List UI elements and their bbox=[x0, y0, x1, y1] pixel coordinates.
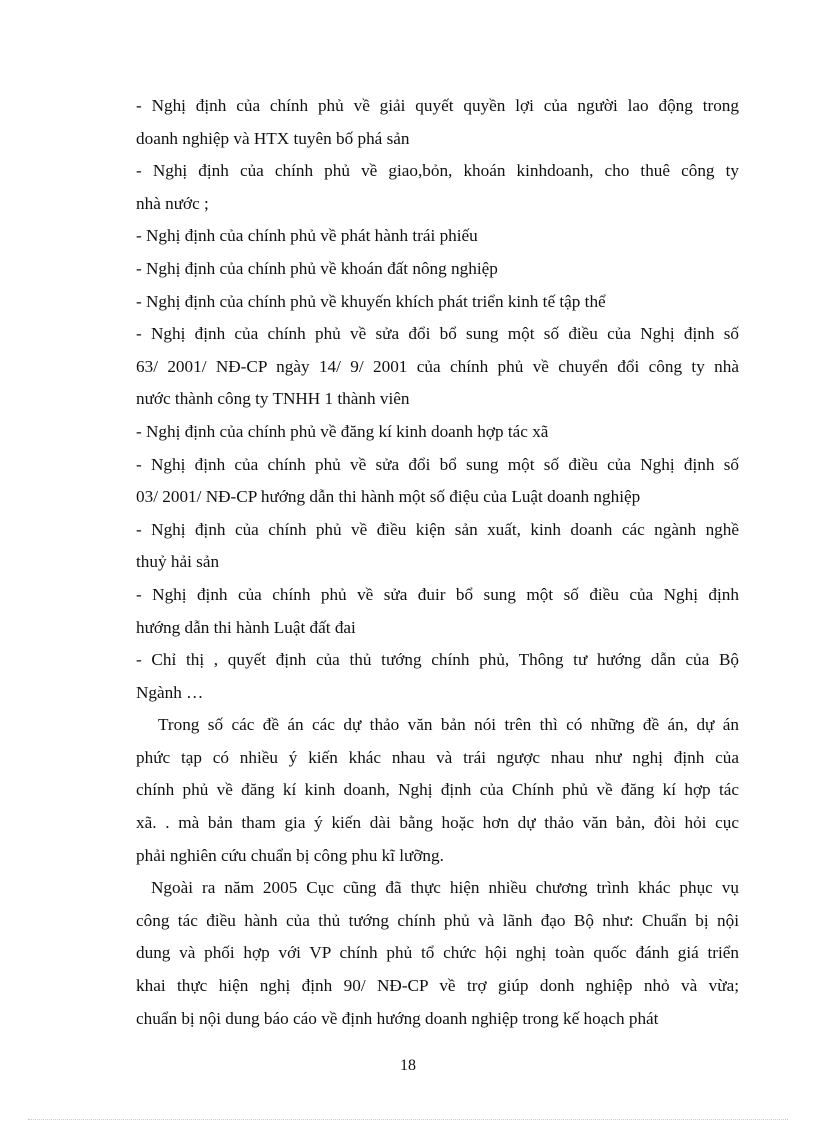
text-line: - Nghị định của chính phủ về điều kiện sản xuất, kinh doanh các ngành nghề bbox=[136, 519, 739, 539]
text-line: 63/ 2001/ NĐ-CP ngày 14/ 9/ 2001 của chính phủ về chuyển đổi công ty nhà bbox=[136, 356, 739, 376]
page-number: 18 bbox=[400, 1057, 416, 1074]
text-line: xã. . mà bản tham gia ý kiến dài bằng hoặc hơn dự thảo văn bản, đòi hỏi cục bbox=[136, 813, 739, 833]
text-line: Trong số các đề án các dự thảo văn bản nói trên thì có những đề án, dự án bbox=[158, 715, 739, 735]
text-line: hướng dẫn thi hành Luật đất đai bbox=[136, 617, 356, 637]
body-text bbox=[136, 90, 739, 1035]
text-line: dung và phối hợp với VP chính phủ tổ chức hội nghị toàn quốc đánh giá triển bbox=[136, 943, 739, 963]
text-line: Ngành … bbox=[136, 682, 204, 702]
text-line: nhà nước ; bbox=[136, 193, 209, 213]
text-line: nước thành công ty TNHH 1 thành viên bbox=[136, 389, 410, 409]
text-line: công tác điều hành của thủ tướng chính phủ và lãnh đạo Bộ như: Chuẩn bị nội bbox=[136, 910, 739, 930]
text-line: 03/ 2001/ NĐ-CP hướng dẫn thi hành một số điệu của Luật doanh nghiệp bbox=[136, 487, 641, 507]
text-line: phức tạp có nhiều ý kiến khác nhau và trái ngược nhau như nghị định của bbox=[136, 747, 739, 767]
text-line: chính phủ về đăng kí kinh doanh, Nghị định của Chính phủ về đăng kí hợp tác bbox=[136, 780, 739, 800]
text-line: - Chỉ thị , quyết định của thủ tướng chính phủ, Thông tư hướng dẫn của Bộ bbox=[136, 650, 739, 670]
text-line: doanh nghiệp và HTX tuyên bố phá sản bbox=[136, 128, 410, 148]
text-line: - Nghị định của chính phủ về sửa đổi bổ sung một số điều của Nghị định số bbox=[136, 324, 739, 344]
text-line: thuỷ hải sản bbox=[136, 552, 220, 572]
text-line: - Nghị định của chính phủ về phát hành trái phiếu bbox=[136, 226, 478, 246]
text-line: - Nghị định của chính phủ về sửa đuir bổ sung một số điều của Nghị định bbox=[136, 584, 739, 604]
page-bottom-divider bbox=[28, 1119, 788, 1120]
text-line: - Nghị định của chính phủ về sửa đổi bổ sung một số điều của Nghị định số bbox=[136, 454, 739, 474]
text-line: - Nghị định của chính phủ về giao,bỏn, khoán kinhdoanh, cho thuê công ty bbox=[136, 161, 739, 181]
text-line: - Nghị định của chính phủ về giải quyết quyền lợi của người lao động trong bbox=[136, 96, 739, 115]
text-line: khai thực hiện nghị định 90/ NĐ-CP về trợ giúp donh nghiệp nhỏ và vừa; bbox=[136, 976, 739, 996]
text-line: - Nghị định của chính phủ về khoán đất nông nghiệp bbox=[136, 258, 498, 278]
text-line: chuẩn bị nội dung báo cáo về định hướng doanh nghiệp trong kế hoạch phát bbox=[136, 1008, 659, 1028]
text-line: - Nghị định của chính phủ về đăng kí kinh doanh hợp tác xã bbox=[136, 421, 549, 441]
text-line: phải nghiên cứu chuẩn bị công phu kĩ lưỡng. bbox=[136, 845, 444, 865]
text-line: Ngoài ra năm 2005 Cục cũng đã thực hiện nhiều chương trình khác phục vụ bbox=[151, 878, 739, 898]
text-line: - Nghị định của chính phủ về khuyến khích phát triển kinh tế tập thể bbox=[136, 291, 606, 311]
